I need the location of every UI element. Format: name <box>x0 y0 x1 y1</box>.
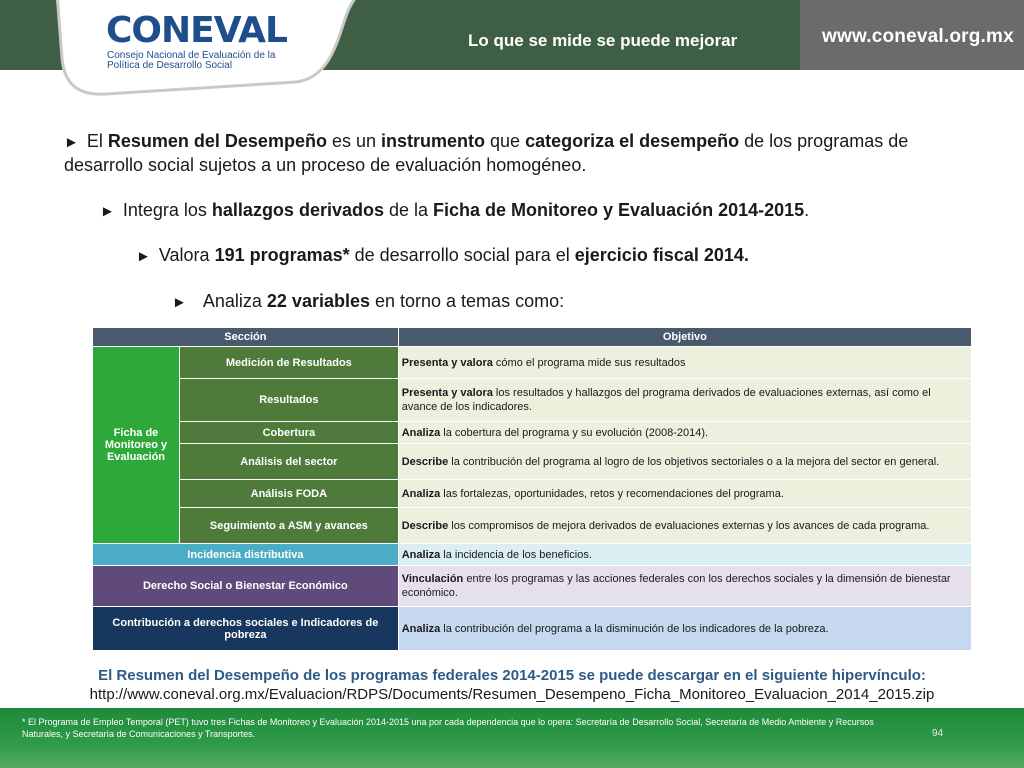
logo: CONEVAL <box>106 10 287 51</box>
arrow-icon: ► <box>136 248 151 265</box>
objective-cell: Presenta y valora los resultados y hallazgos del programa derivados de evaluaciones externas, así como el avance de los indicadores. <box>398 379 971 422</box>
bullet-2: ► Integra los hallazgos derivados de la Ficha de Monitoreo y Evaluación 2014-2015. <box>100 199 980 223</box>
objective-cell: Analiza las fortalezas, oportunidades, retos y recomendaciones del programa. <box>398 480 971 508</box>
section-cell: Resultados <box>179 379 398 422</box>
section-cell: Análisis FODA <box>179 480 398 508</box>
arrow-icon: ► <box>100 203 115 220</box>
objective-cell: Analiza la cobertura del programa y su evolución (2008-2014). <box>398 422 971 444</box>
objective-cell: Describe la contribución del programa al logro de los objetivos sectoriales o a la mejora del sector en general. <box>398 444 971 480</box>
header <box>0 0 1024 70</box>
download-link[interactable]: http://www.coneval.org.mx/Evaluacion/RDPS/Documents/Resumen_Desempeno_Ficha_Monitoreo_Evaluacion_2014_2015.zip <box>89 686 935 703</box>
section-cell: Contribución a derechos sociales e Indicadores de pobreza <box>93 607 399 651</box>
objective-cell: Analiza la incidencia de los beneficios. <box>398 544 971 566</box>
arrow-icon: ► <box>172 294 187 311</box>
section-cell: Derecho Social o Bienestar Económico <box>93 566 399 607</box>
variables-table <box>92 327 972 651</box>
objective-cell: Vinculación entre los programas y las acciones federales con los derechos sociales y la dimensión de bienestar económico. <box>398 566 971 607</box>
page-number: 94 <box>932 728 944 739</box>
section-cell: Cobertura <box>179 422 398 444</box>
slogan: Lo que se mide se puede mejorar <box>468 31 738 50</box>
section-cell: Análisis del sector <box>179 444 398 480</box>
footnote: * El Programa de Empleo Temporal (PET) tuvo tres Fichas de Monitoreo y Evaluación 2014-2015 una por cada dependencia que lo opera: Secretaría de Desarrollo Social, Secretaría de Medio Ambiente y Recursos Naturales, y Secretaría de Comunicaciones y Transportes. <box>22 717 874 739</box>
section-cell: Medición de Resultados <box>179 347 398 379</box>
download-title: El Resumen del Desempeño de los programas federales 2014-2015 se puede descargar en el siguiente hipervínculo: <box>98 667 926 684</box>
objective-cell: Describe los compromisos de mejora derivados de evaluaciones externas y los avances de cada programa. <box>398 508 971 544</box>
bullet-4: ► Analiza 22 variables en torno a temas como: <box>172 290 972 314</box>
logo-subtitle: Consejo Nacional de Evaluación de la Política de Desarrollo Social <box>107 50 276 71</box>
ficha-group-cell: Ficha de Monitoreo y Evaluación <box>93 347 180 544</box>
header-objective: Objetivo <box>398 328 971 347</box>
objective-cell: Analiza la contribución del programa a la disminución de los indicadores de la pobreza. <box>398 607 971 651</box>
header-section: Sección <box>93 328 399 347</box>
arrow-icon: ► <box>64 134 79 151</box>
objective-cell: Presenta y valora cómo el programa mide sus resultados <box>398 347 971 379</box>
section-cell: Seguimiento a ASM y avances <box>179 508 398 544</box>
bullet-1: ► El Resumen del Desempeño es un instrumento que categoriza el desempeño de los programas de desarrollo social sujetos a un proceso de evaluación homogéneo. <box>64 131 909 175</box>
section-cell: Incidencia distributiva <box>93 544 399 566</box>
bullet-3: ► Valora 191 programas* de desarrollo social para el ejercicio fiscal 2014. <box>136 244 986 268</box>
site-url[interactable]: www.coneval.org.mx <box>822 26 1014 47</box>
